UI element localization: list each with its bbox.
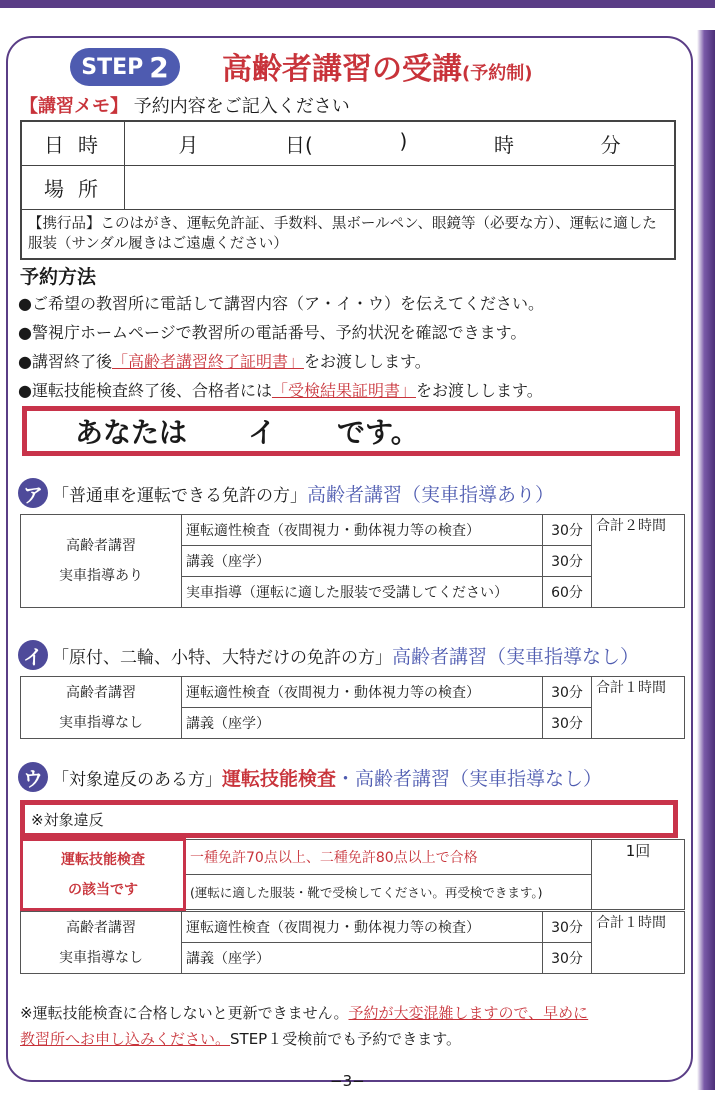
page-number: −3− bbox=[330, 1072, 365, 1090]
course-name bbox=[21, 912, 182, 974]
footer-warning: 教習所へお申し込みください。 bbox=[20, 1030, 231, 1048]
course-total: 合計１時間 bbox=[592, 677, 685, 739]
text: 高齢者講習 bbox=[66, 919, 136, 936]
footer-note bbox=[20, 1000, 588, 1052]
memo-text: 予約内容をご記入ください bbox=[133, 96, 350, 117]
text: をお渡しします。 bbox=[303, 352, 431, 371]
method-item: ●警視庁ホームページで教習所の電話番号、予約状況を確認できます。 bbox=[18, 323, 527, 342]
memo-tag: 【講習メモ】 bbox=[20, 96, 128, 117]
minute-unit: 分 bbox=[600, 133, 621, 157]
course-item: 講義（座学） bbox=[182, 708, 543, 739]
footer-warning: 予約が大変混雑しますので、早めに bbox=[348, 1004, 589, 1022]
step-badge bbox=[70, 48, 180, 86]
datetime-label: 日時 bbox=[22, 122, 125, 165]
section-header bbox=[18, 640, 685, 670]
weekday-close: ) bbox=[399, 129, 408, 153]
section-header bbox=[18, 762, 685, 792]
course-time: 30分 bbox=[543, 515, 592, 546]
course-item: 実車指導（運転に適した服装で受講してください） bbox=[182, 577, 543, 608]
title-main: 高齢者講習の受講 bbox=[222, 52, 462, 87]
you-are-suffix: です。 bbox=[337, 416, 419, 449]
section-course: 高齢者講習（実車指導なし） bbox=[392, 645, 640, 668]
course-item: 運転適性検査（夜間視力・動体視力等の検査） bbox=[182, 677, 543, 708]
violation-note: ※対象違反 bbox=[20, 800, 678, 838]
text: をお渡しします。 bbox=[415, 381, 543, 400]
section-target: 「対象違反のある方」 bbox=[52, 769, 222, 790]
course-time: 60分 bbox=[543, 577, 592, 608]
exam-table bbox=[20, 838, 685, 911]
section-mark: ア bbox=[18, 478, 48, 508]
place-label: 場所 bbox=[22, 166, 125, 209]
method-list bbox=[18, 289, 544, 405]
day-unit: 日( bbox=[285, 133, 313, 157]
course-time: 30分 bbox=[543, 677, 592, 708]
course-table bbox=[20, 676, 685, 739]
section-a bbox=[18, 478, 685, 608]
you-are-box bbox=[22, 406, 680, 456]
course-name bbox=[21, 677, 182, 739]
page-edge bbox=[697, 30, 715, 1090]
course-time: 30分 bbox=[543, 912, 592, 943]
month-unit: 月 bbox=[178, 133, 199, 157]
datetime-field[interactable] bbox=[125, 129, 674, 158]
text: の該当です bbox=[68, 881, 138, 898]
text: 実車指導なし bbox=[59, 714, 143, 731]
method-title: 予約方法 bbox=[20, 266, 97, 288]
exam-name bbox=[22, 840, 185, 910]
section-header bbox=[18, 478, 685, 508]
exam-note: (運転に適した服装・靴で受検してください。再受検できます。) bbox=[185, 875, 592, 910]
section-i bbox=[18, 640, 685, 739]
place-row bbox=[22, 166, 674, 210]
course-name bbox=[21, 515, 182, 608]
section-u bbox=[18, 762, 685, 974]
course-total: 合計２時間 bbox=[592, 515, 685, 608]
text: STEP１受検前でも予約できます。 bbox=[230, 1030, 462, 1048]
text: ●講習終了後 bbox=[18, 352, 112, 371]
exam-pass-criteria: 一種免許70点以上、二種免許80点以上で合格 bbox=[185, 840, 592, 875]
section-target: 「普通車を運転できる免許の方」 bbox=[52, 485, 307, 506]
section-target: 「原付、二輪、小特、大特だけの免許の方」 bbox=[52, 647, 392, 668]
text: 高齢者講習 bbox=[66, 538, 136, 554]
memo-table bbox=[20, 120, 676, 260]
page-title bbox=[222, 44, 532, 88]
memo-heading bbox=[20, 92, 350, 118]
footer-line bbox=[20, 1026, 588, 1052]
section-course-exam: 運転技能検査 bbox=[222, 767, 337, 790]
course-item: 運転適性検査（夜間視力・動体視力等の検査） bbox=[182, 912, 543, 943]
footer-line bbox=[20, 1000, 588, 1026]
exam-count: 1回 bbox=[592, 840, 685, 910]
method-item: ●ご希望の教習所に電話して講習内容（ア・イ・ウ）を伝えてください。 bbox=[18, 294, 544, 313]
text: 運転技能検査 bbox=[61, 851, 145, 868]
text: 実車指導なし bbox=[59, 949, 143, 966]
method-item bbox=[18, 347, 544, 376]
method-item bbox=[18, 376, 544, 405]
text: ※運転技能検査に合格しないと更新できません。 bbox=[20, 1004, 349, 1022]
top-border bbox=[0, 0, 715, 8]
course-total: 合計１時間 bbox=[592, 912, 685, 974]
course-item: 講義（座学） bbox=[182, 546, 543, 577]
step-number: 2 bbox=[149, 50, 169, 84]
section-course: ・高齢者講習（実車指導なし） bbox=[336, 767, 603, 790]
text: 高齢者講習 bbox=[66, 684, 136, 701]
you-are-text: あなたは bbox=[75, 416, 188, 449]
section-mark: ウ bbox=[18, 762, 48, 792]
course-table bbox=[20, 911, 685, 974]
course-table bbox=[20, 514, 685, 608]
datetime-row bbox=[22, 122, 674, 166]
title-sub: (予約制) bbox=[462, 63, 533, 84]
carry-items: 【携行品】このはがき、運転免許証、手数料、黒ボールペン、眼鏡等（必要な方）、運転に適した服装（サンダル履きはご遠慮ください） bbox=[28, 216, 657, 252]
course-time: 30分 bbox=[543, 546, 592, 577]
course-time: 30分 bbox=[543, 708, 592, 739]
course-time: 30分 bbox=[543, 943, 592, 974]
course-item: 講義（座学） bbox=[182, 943, 543, 974]
certificate-name: 「高齢者講習終了証明書」 bbox=[111, 352, 304, 371]
course-mark: イ bbox=[248, 416, 277, 449]
text: 実車指導あり bbox=[59, 568, 143, 584]
section-course: 高齢者講習（実車指導あり） bbox=[307, 483, 555, 506]
step-label: STEP bbox=[81, 54, 144, 80]
hour-unit: 時 bbox=[493, 133, 514, 157]
certificate-name: 「受検結果証明書」 bbox=[271, 381, 416, 400]
section-mark: イ bbox=[18, 640, 48, 670]
text: ●運転技能検査終了後、合格者には bbox=[18, 381, 272, 400]
course-item: 運転適性検査（夜間視力・動体視力等の検査） bbox=[182, 515, 543, 546]
